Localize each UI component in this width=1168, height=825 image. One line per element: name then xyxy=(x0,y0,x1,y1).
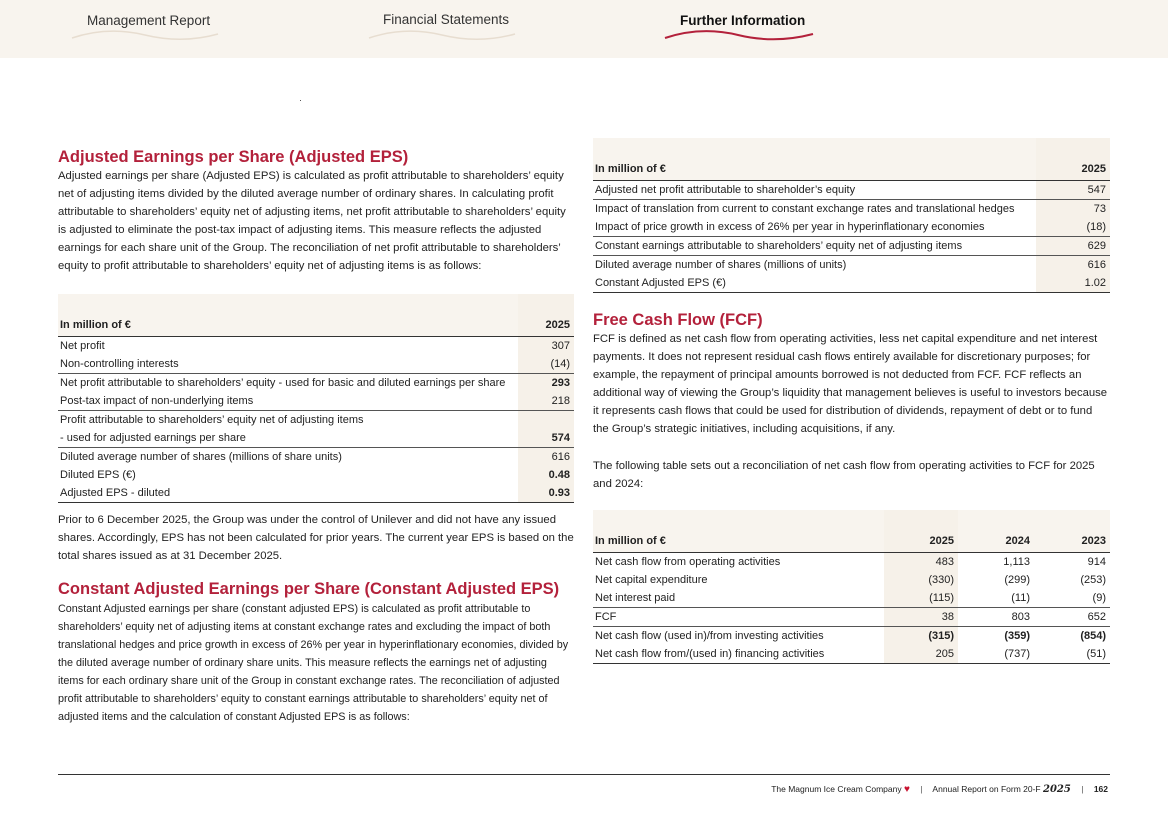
table-row xyxy=(593,589,1110,608)
row-value: (737) xyxy=(958,645,1034,664)
row-label: Net cash flow (used in)/from investing activities xyxy=(593,627,884,646)
row-label: Net capital expenditure xyxy=(595,574,708,586)
row-value: 218 xyxy=(518,392,574,411)
row-value: (9) xyxy=(1092,592,1106,604)
row-value: 616 xyxy=(1036,256,1110,275)
table-row xyxy=(593,627,1110,646)
row-value: 629 xyxy=(1036,237,1110,256)
heart-logo-icon: ♥ xyxy=(903,784,910,795)
tab-further-information[interactable]: Further Information xyxy=(680,13,806,28)
top-navigation-bar xyxy=(0,0,1168,58)
table-header-year: 2024 xyxy=(958,510,1034,553)
row-label: Constant Adjusted EPS (€) xyxy=(593,274,1036,293)
constant-eps-table xyxy=(593,138,1110,293)
row-label: Non-controlling interests xyxy=(60,358,179,370)
page-number: 162 xyxy=(1093,784,1108,794)
row-value: 483 xyxy=(884,553,958,572)
row-value: 914 xyxy=(1087,556,1106,568)
constant-eps-paragraph: Constant Adjusted earnings per share (constant adjusted EPS) is calculated as profit attributable to shareholders’ equity net of adjusting items at constant exchange rates and excluding the impact of both translational hedges and price growth in excess of 26% per year in hyperinflationary economies, divided by the diluted average number of ordinary share units. This measure reflects the earnings net of adjusting items for each ordinary share unit of the Group in constant exchange rates. The reconciliation of adjusted profit attributable to shareholders’ equity to constant earnings attributable to shareholders’ equity net of adjusted items and the calculation of constant Adjusted EPS is as follows: xyxy=(58,603,569,723)
table-row xyxy=(593,553,1110,572)
row-label: - used for adjusted earnings per share xyxy=(60,432,246,444)
row-label: Diluted average number of shares (millions of share units) xyxy=(58,448,518,467)
row-value: 547 xyxy=(1036,181,1110,200)
table-header-year: 2025 xyxy=(518,294,574,337)
constant-eps-title: Constant Adjusted Earnings per Share (Constant Adjusted EPS) xyxy=(58,580,560,598)
tab-underline-wave xyxy=(70,28,220,42)
fcf-table xyxy=(593,510,1110,664)
row-label: Net profit attributable to shareholders’ equity - used for basic and diluted earnings per share xyxy=(58,374,518,393)
row-value: (18) xyxy=(1036,218,1110,237)
fcf-title: Free Cash Flow (FCF) xyxy=(593,311,763,329)
row-label: Profit attributable to shareholders’ equity net of adjusting items xyxy=(58,411,518,430)
table-header-year: 2025 xyxy=(884,510,958,553)
table-header-label: In million of € xyxy=(593,138,1036,181)
row-label: Constant earnings attributable to shareholders’ equity net of adjusting items xyxy=(593,237,1036,256)
row-value xyxy=(518,411,574,430)
table-header-year: 2023 xyxy=(1034,510,1110,553)
eps-note-paragraph: Prior to 6 December 2025, the Group was under the control of Unilever and did not have any issued shares. Accordingly, EPS has not been calculated for prior years. The current year EPS is based on the total shares issued as at 31 December 2025. xyxy=(58,514,574,562)
footer-separator: | xyxy=(920,784,923,794)
row-value: (14) xyxy=(518,355,574,374)
table-row xyxy=(58,374,574,393)
row-value: 0.93 xyxy=(518,484,574,503)
fcf-paragraph: FCF is defined as net cash flow from operating activities, less net capital expenditure and net interest payments. It does not represent residual cash flows entirely available for discretionary purposes; for example, the repayment of principal amounts borrowed is not deducted from FCF. FCF reflects an additional way of viewing the Group’s liquidity that management believes is useful to investors because it represents cash flows that could be used for distribution of dividends, repayment of debt or to fund the Group’s strategic initiatives, including acquisitions, if any. xyxy=(593,333,1108,435)
table-row xyxy=(593,571,1110,589)
table-row xyxy=(58,337,574,356)
row-value: 803 xyxy=(958,608,1034,627)
table-row xyxy=(58,411,574,430)
table-header-label: In million of € xyxy=(593,510,884,553)
table-row xyxy=(593,237,1110,256)
row-value: 616 xyxy=(518,448,574,467)
adjusted-eps-title: Adjusted Earnings per Share (Adjusted EPS) xyxy=(58,148,409,166)
footer-separator: | xyxy=(1081,784,1084,794)
row-value: (330) xyxy=(884,571,958,589)
table-header-row xyxy=(593,138,1110,181)
row-value: (51) xyxy=(1034,645,1110,664)
row-value: (253) xyxy=(1080,574,1106,586)
row-value: 73 xyxy=(1036,200,1110,219)
table-row xyxy=(58,448,574,467)
row-value: 293 xyxy=(518,374,574,393)
row-label: Adjusted net profit attributable to shareholder’s equity xyxy=(595,184,856,196)
row-value: 1.02 xyxy=(1036,274,1110,293)
row-value: 1,113 xyxy=(1003,556,1030,568)
table-row xyxy=(593,608,1110,627)
table-row xyxy=(593,218,1110,237)
table-row xyxy=(593,181,1110,200)
row-label: Net interest paid xyxy=(595,592,676,604)
row-value: (359) xyxy=(958,627,1034,646)
table-row xyxy=(58,466,574,484)
row-label: Diluted EPS (€) xyxy=(60,469,136,481)
row-value: 307 xyxy=(518,337,574,356)
row-value: (115) xyxy=(884,589,958,608)
table-row xyxy=(58,392,574,411)
table-header-year: 2025 xyxy=(1036,138,1110,181)
row-label: FCF xyxy=(593,608,884,627)
row-value: 38 xyxy=(884,608,958,627)
adjusted-eps-paragraph: Adjusted earnings per share (Adjusted EPS) is calculated as profit attributable to shareholders’ equity net of adjusting items divided by the diluted average number of ordinary shares. In calculating profit attributable to shareholders’ equity net of adjusting items, net profit attributable to shareholders’ equity is adjusted to eliminate the post-tax impact of adjusting items. This measure reflects the adjusted earnings for each share unit of the Group. The reconciliation of net profit attributable to shareholders’ equity to profit attributable to shareholders’ equity net of adjusting items is as follows: xyxy=(58,170,566,272)
table-row xyxy=(593,256,1110,275)
table-row xyxy=(593,274,1110,293)
row-value: 574 xyxy=(518,429,574,448)
row-label: Impact of translation from current to constant exchange rates and translational hedges xyxy=(593,200,1036,219)
fcf-paragraph-2: The following table sets out a reconciliation of net cash flow from operating activities to FCF for 2025 and 2024: xyxy=(593,460,1095,490)
table-header-row xyxy=(58,294,574,337)
footer-report: Annual Report on Form 20-F xyxy=(932,784,1041,794)
page-footer xyxy=(771,784,1108,795)
decorative-dot xyxy=(300,100,301,101)
row-label: Post-tax impact of non-underlying items xyxy=(60,395,254,407)
table-header-row xyxy=(593,510,1110,553)
table-row xyxy=(593,645,1110,664)
table-header-label: In million of € xyxy=(58,294,518,337)
tab-underline-wave xyxy=(367,28,517,42)
row-value: 205 xyxy=(884,645,958,664)
table-row xyxy=(58,484,574,503)
row-label: Net cash flow from/(used in) financing activities xyxy=(593,645,884,664)
row-value: (854) xyxy=(1034,627,1110,646)
footer-divider xyxy=(58,774,1110,775)
adjusted-eps-table xyxy=(58,294,574,503)
table-row xyxy=(58,429,574,448)
row-value: (11) xyxy=(1011,592,1030,604)
row-value: 0.48 xyxy=(518,466,574,484)
footer-company: The Magnum Ice Cream Company xyxy=(771,784,902,794)
row-value: (315) xyxy=(884,627,958,646)
tab-management-report[interactable]: Management Report xyxy=(87,13,211,28)
table-row xyxy=(593,200,1110,219)
tab-financial-statements[interactable]: Financial Statements xyxy=(383,12,510,27)
footer-year: 2025 xyxy=(1043,784,1071,795)
row-label: Adjusted EPS - diluted xyxy=(58,484,518,503)
row-label: Net profit xyxy=(60,340,105,352)
row-value: 652 xyxy=(1034,608,1110,627)
row-value: (299) xyxy=(1004,574,1030,586)
tab-active-underline-wave xyxy=(663,28,815,42)
row-label: Diluted average number of shares (millions of units) xyxy=(593,256,1036,275)
table-row xyxy=(58,355,574,374)
row-label: Impact of price growth in excess of 26% per year in hyperinflationary economies xyxy=(595,221,985,233)
row-label: Net cash flow from operating activities xyxy=(595,556,781,568)
